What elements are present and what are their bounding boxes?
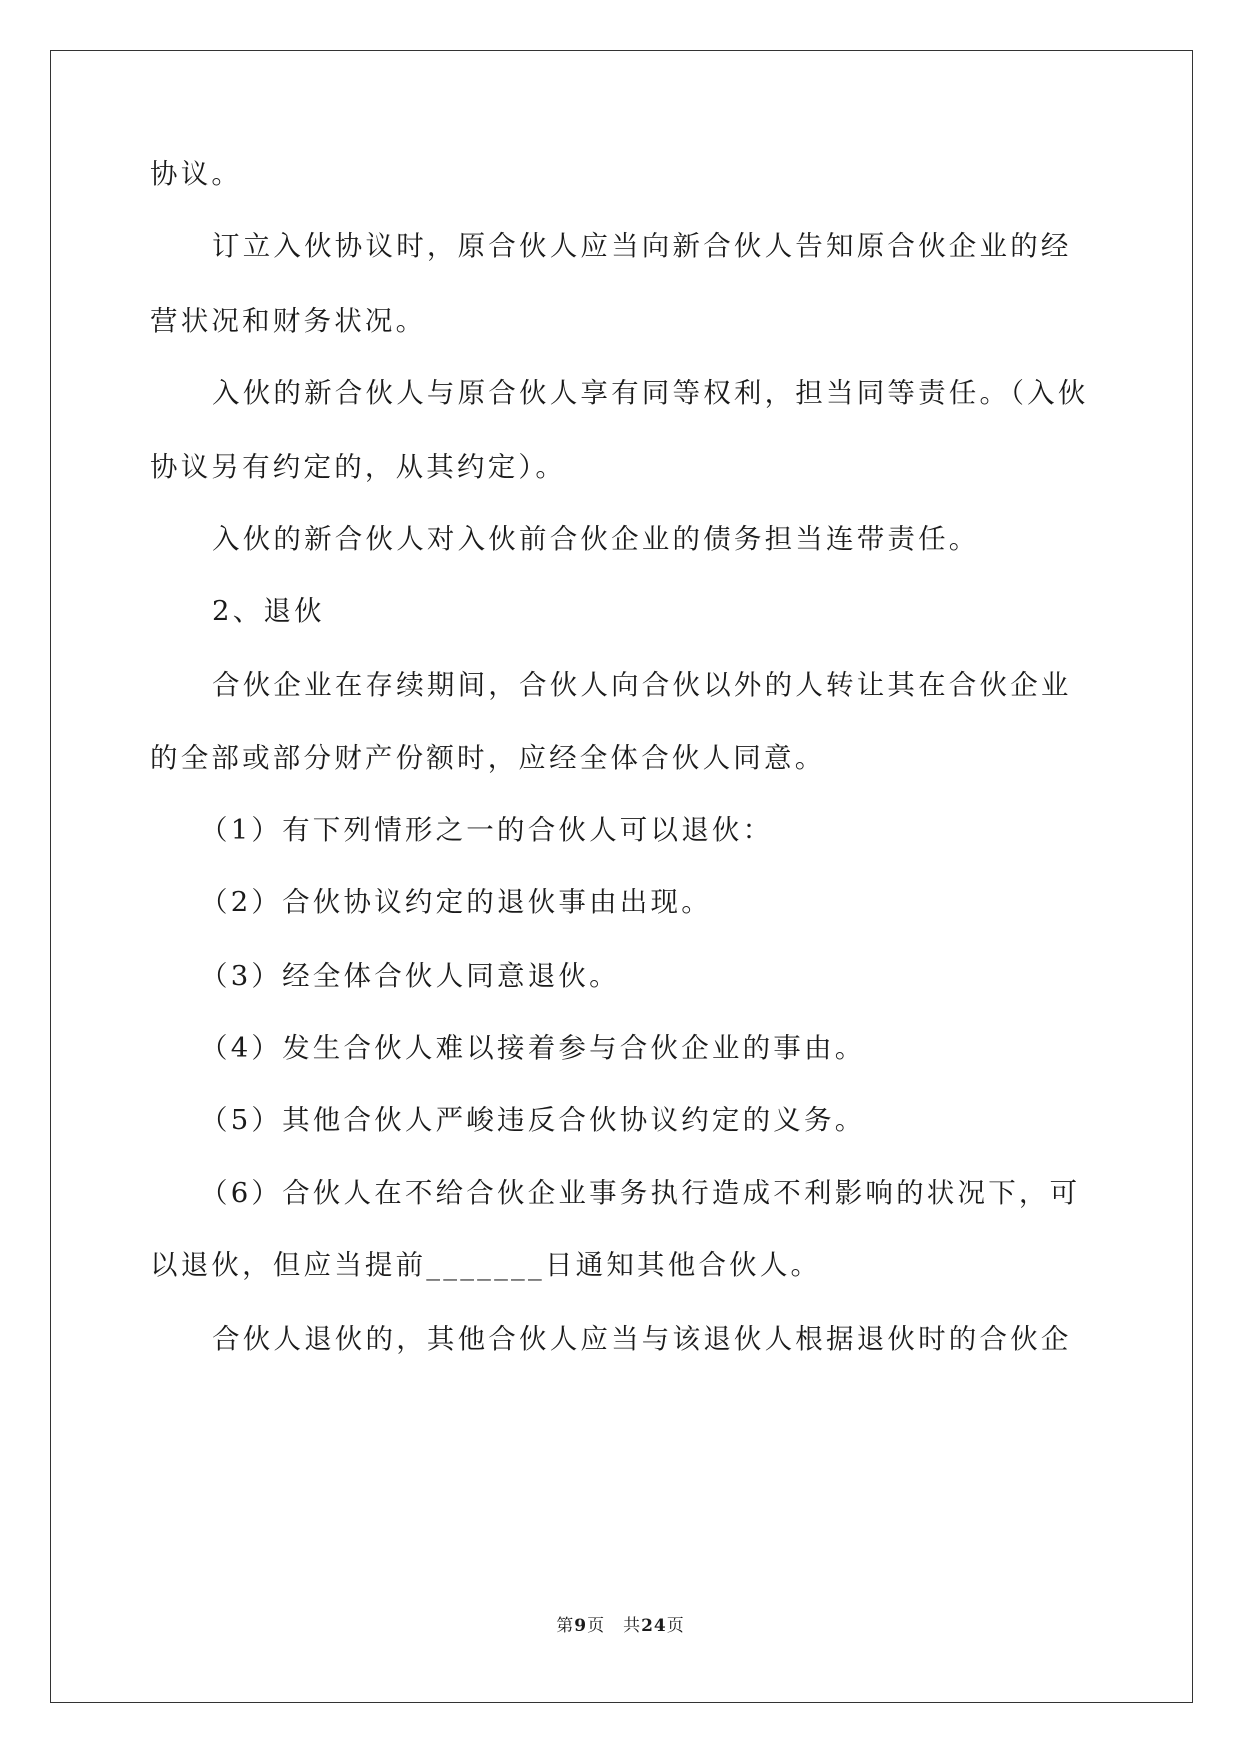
- page-footer: [0, 1614, 1241, 1638]
- footer-middle: 页 共: [587, 1616, 642, 1636]
- footer-prefix: 第: [556, 1616, 575, 1636]
- paragraph-line: 协议。: [150, 158, 243, 190]
- paragraph-line: 合伙人退伙的，其他合伙人应当与该退伙人根据退伙时的合伙企: [212, 1323, 1072, 1355]
- page-border: [50, 50, 1193, 1703]
- paragraph-line: 入伙的新合伙人与原合伙人享有同等权利，担当同等责任。（入伙: [212, 377, 1089, 409]
- paragraph-line: 入伙的新合伙人对入伙前合伙企业的债务担当连带责任。: [212, 523, 980, 555]
- paragraph-line: 营状况和财务状况。: [150, 305, 427, 337]
- paragraph-line: 订立入伙协议时，原合伙人应当向新合伙人告知原合伙企业的经: [212, 230, 1072, 262]
- list-item: （6）合伙人在不给合伙企业事务执行造成不利影响的状况下，可: [200, 1177, 1081, 1209]
- section-heading: 2、退伙: [212, 595, 325, 627]
- paragraph-line: 协议另有约定的，从其约定）。: [150, 451, 567, 483]
- paragraph-line: 以退伙，但应当提前_______日通知其他合伙人。: [150, 1249, 822, 1281]
- list-item: （4）发生合伙人难以接着参与合伙企业的事由。: [200, 1032, 866, 1064]
- current-page-number: 9: [574, 1616, 588, 1636]
- total-pages-number: 24: [641, 1616, 667, 1636]
- list-item: （5）其他合伙人严峻违反合伙协议约定的义务。: [200, 1104, 866, 1136]
- list-item: （3）经全体合伙人同意退伙。: [200, 960, 620, 992]
- list-item: （1）有下列情形之一的合伙人可以退伙：: [200, 814, 774, 846]
- list-item: （2）合伙协议约定的退伙事由出现。: [200, 886, 712, 918]
- paragraph-line: 的全部或部分财产份额时，应经全体合伙人同意。: [150, 742, 826, 774]
- footer-suffix: 页: [666, 1616, 685, 1636]
- paragraph-line: 合伙企业在存续期间，合伙人向合伙以外的人转让其在合伙企业: [212, 669, 1072, 701]
